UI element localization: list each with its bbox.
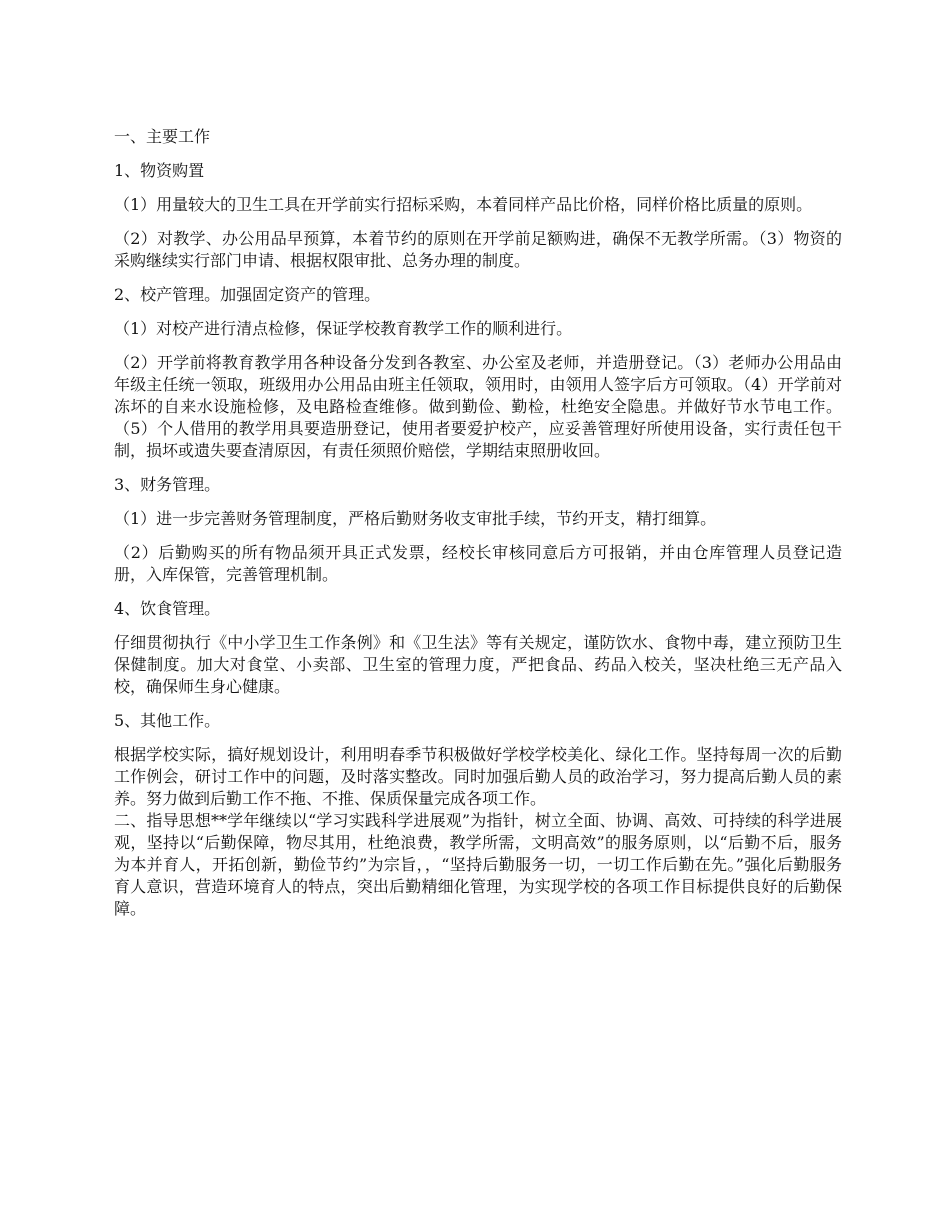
subsection-heading-catering: 4、饮食管理。: [114, 599, 221, 618]
paragraph-purchasing-2: （2）对教学、办公用品早预算，本着节约的原则在开学前足额购进，确保不无教学所需。（3）物资的采购继续实行部门申请、根据权限审批、总务办理的制度。: [114, 229, 842, 270]
paragraph-asset-1: （1）对校产进行清点检修，保证学校教育教学工作的顺利进行。: [114, 319, 573, 338]
paragraph-guiding-ideology: 二、指导思想**学年继续以“学习实践科学进展观”为指针，树立全面、协调、高效、可持续的科学进展观，坚持以“后勤保障，物尽其用，杜绝浪费，教学所需，文明高效”的服务原则，以“后勤不后，服务为本并育人，开拓创新，勤俭节约”为宗旨，，“坚持后勤服务一切，一切工作后勤在先。”强化后勤服务育人意识，营造环境育人的特点，突出后勤精细化管理，为实现学校的各项工作目标提供良好的后勤保障。: [114, 811, 842, 918]
subsection-heading-finance: 3、财务管理。: [114, 475, 221, 494]
paragraph-finance-2: （2）后勤购买的所有物品须开具正式发票，经校长审核同意后方可报销，并由仓库管理人员登记造册，入库保管，完善管理机制。: [114, 543, 842, 584]
subsection-heading-other-work: 5、其他工作。: [114, 711, 221, 730]
subsection-heading-asset-management: 2、校产管理。加强固定资产的管理。: [114, 285, 381, 304]
paragraph-asset-2: （2）开学前将教育教学用各种设备分发到各教室、办公室及老师，并造册登记。（3）老师办公用品由年级主任统一领取，班级用办公用品由班主任领取，领用时，由领用人签字后方可领取。（4）开学前对冻坏的自来水设施检修，及电路检查维修。做到勤俭、勤检，杜绝安全隐患。并做好节水节电工作。（5）个人借用的教学用具要造册登记，使用者要爱护校产，应妥善管理好所使用设备，实行责任包干制，损坏或遗失要查清原因，有责任须照价赔偿，学期结束照册收回。: [114, 353, 842, 460]
document-page: [114, 126, 842, 932]
paragraph-finance-1: （1）进一步完善财务管理制度，严格后勤财务收支审批手续，节约开支，精打细算。: [114, 509, 717, 528]
section-heading-main-work: 一、主要工作: [114, 127, 211, 146]
paragraph-other-work: 根据学校实际，搞好规划设计，利用明春季节积极做好学校学校美化、绿化工作。坚持每周一次的后勤工作例会，研讨工作中的问题，及时落实整改。同时加强后勤人员的政治学习，努力提高后勤人员的素养。努力做到后勤工作不拖、不推、保质保量完成各项工作。: [114, 745, 842, 808]
paragraph-catering: 仔细贯彻执行《中小学卫生工作条例》和《卫生法》等有关规定，谨防饮水、食物中毒，建立预防卫生保健制度。加大对食堂、小卖部、卫生室的管理力度，严把食品、药品入校关，坚决杜绝三无产品入校，确保师生身心健康。: [114, 633, 842, 696]
paragraph-purchasing-1: （1）用量较大的卫生工具在开学前实行招标采购，本着同样产品比价格，同样价格比质量的原则。: [114, 195, 813, 214]
subsection-heading-purchasing: 1、物资购置: [114, 161, 205, 180]
